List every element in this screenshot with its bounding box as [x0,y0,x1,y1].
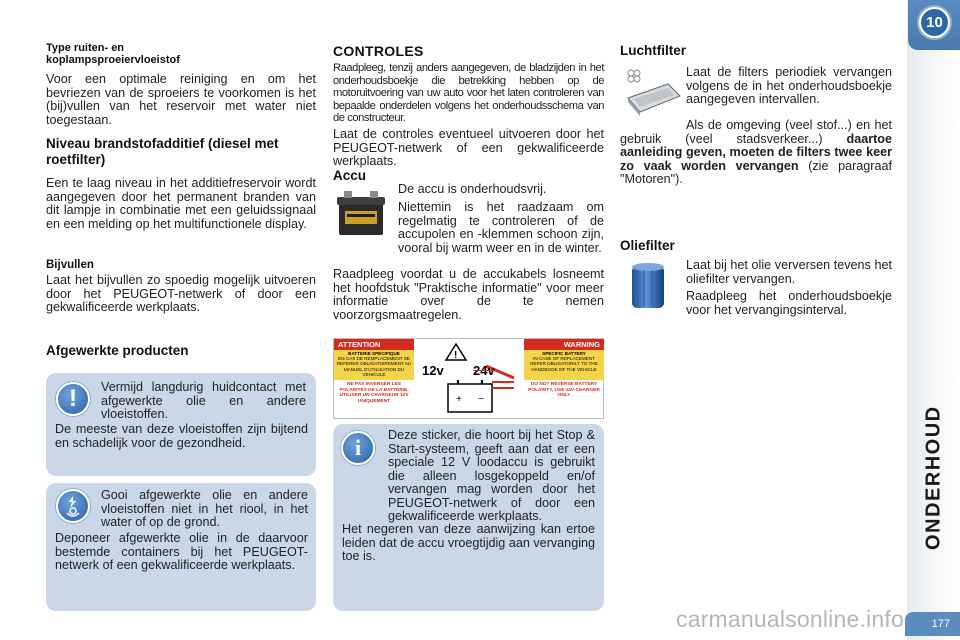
environment-lead: Gooi afgewerkte olie en andere vloeistoffen niet in het riool, in het water of op de grond. [101,488,308,529]
sticker-attention: ATTENTION [334,339,414,350]
heading-oliefilter: Oliefilter [620,238,675,253]
text-accu-check-content: Niettemin is het raadzaam om regelmatig te controleren of de accupolen en -klemmen schoon zijn, vooral bij warm weer en in de winter. [398,200,604,255]
battery-warning-sticker [333,338,604,419]
svg-text:!: ! [454,350,458,361]
environment-box [46,483,316,611]
text-luchtfilter-1: Laat de filters periodiek vervangen volgens de in het onderhoudsboekje aangegeven intervallen. [686,65,892,106]
text-bijvullen: Laat het bijvullen zo spoedig mogelijk uitvoeren door het PEUGEOT-netwerk of door een gekwalificeerde werkplaats. [46,273,316,314]
environment-body: Deponeer afgewerkte olie in de daarvoor bestemde containers bij het PEUGEOT-netwerk of een gekwalificeerde werkplaats. [55,531,308,572]
sticker-fr-panel [334,350,414,380]
chapter-badge [908,0,960,50]
text-controles: Laat de controles eventueel uitvoeren door het PEUGEOT-netwerk of een gekwalificeerde werkplaats. [333,127,604,168]
text-oliefilter-1: Laat bij het olie verversen tevens het oliefilter vervangen. [686,258,892,286]
battery-icon [333,187,389,241]
text-washer-fluid: Voor een optimale reiniging en om het bevriezen van de sproeiers te voorkomen is het (bij)vullen van het reservoir met water niet toegestaan. [46,72,316,127]
warning-body: De meeste van deze vloeistoffen zijn bijtend en schadelijk voor de gezondheid. [55,422,308,450]
oil-filter-icon [628,260,668,312]
sticker-fr-title: BATTERIE SPECIFIQUE [348,351,400,356]
text-luchtfilter-2b: daartoe aanleiding geven, moeten de filters twee keer zo vaak worden vervangen [620,131,892,173]
text-fuel-additive: Een te laag niveau in het additiefreservoir wordt aangegeven door het permanent branden van dit lampje in combinatie met een geluidssignaal en een melding op het multifunctionele display. [46,176,316,231]
info-icon: i [341,431,375,465]
chapter-number: 10 [919,7,950,38]
heading-bijvullen: Bijvullen [46,259,94,271]
heading-accu: Accu [333,168,367,183]
sticker-fr-red: NE PAS INVERSER LES POLARITES DE LA BATTERIE, UTILISER UN CHARGEUR 12V UNIQUEMENT [339,382,409,404]
air-filter-icon [624,66,682,120]
sticker-en-title: SPECIFIC BATTERY [542,351,586,356]
warning-lead: Vermijd langdurig huidcontact met afgewerkte olie en andere vloeistoffen. [101,380,306,421]
text-accu-maintenance-free: De accu is onderhoudsvrij. [398,182,547,196]
warning-box [46,373,316,476]
svg-text:+: + [456,394,462,405]
exclamation-icon: ! [56,382,90,416]
info-box [333,424,604,611]
info-body: Het negeren van deze aanwijzing kan ertoe leiden dat de accu vroegtijdig aan vervanging toe is. [342,522,595,563]
sticker-en-red: DO NOT REVERSE BATTERY POLARITY, USE 12V CHARGER ONLY [528,382,600,399]
sticker-warning: WARNING [524,339,604,350]
text-controles-note: Raadpleeg, tenzij anders aangegeven, de bladzijden in het onderhoudsboekje die betrekking hebben op de motoruitvoering van uw auto voor het laten controleren van bepaalde onderdelen volgens het onderhoudsschema van de constructeur. [333,62,604,124]
text-accu-precautions: Raadpleeg voordat u de accukabels losneemt het hoofdstuk "Praktische informatie" voor meer informatie over de te nemen voorzorgsmaatregelen. [333,267,604,322]
text-oliefilter-2: Raadpleeg het onderhoudsboekje voor het vervangingsinterval. [686,289,892,317]
text-luchtfilter-2c: (zie paragraaf "Motoren"). [620,158,892,186]
watermark: carmanualsonline.info [676,606,904,632]
svg-text:−: − [478,394,484,405]
heading-luchtfilter: Luchtfilter [620,43,686,58]
sticker-fr-text: EN CAS DE REMPLACEMENT SE REFERER OBLIGATOIREMENT AU MANUEL D'UTILISATION DU VEHICULE [336,356,412,377]
text-accu-check [398,201,604,255]
page-number: 177 [905,612,960,636]
sticker-en-panel [524,350,604,380]
heading-fuel-additive: Niveau brandstofadditief (diesel met roetfilter) [46,136,279,167]
recycle-icon [56,489,90,523]
sticker-12v: 12v [422,363,444,378]
text-luchtfilter-2a: Als de omgeving (veel stof...) en het gebruik (veel stadsverkeer...) [620,118,892,146]
heading-controles: CONTROLES [333,43,424,59]
info-lead-content: Deze sticker, die hoort bij het Stop & Start-systeem, geeft aan dat er een speciale 12 V loodaccu is gebruikt die alleen losgekoppeld en/of vervangen mag worden door het PEUGEOT-netwerk of door een gekwalificeerde werkplaats. [388,428,595,523]
heading-used-products: Afgewerkte producten [46,343,189,358]
info-lead [388,428,595,523]
sticker-center-graphic [418,342,520,416]
text-luchtfilter-2 [620,119,892,187]
sticker-24v: 24v [473,363,495,378]
chapter-title: ONDERHOUD [922,405,945,550]
sticker-en-text: IN CASE OF REPLACEMENT REFER OBLIGATORILY TO THE HANDBOOK OF THE VEHICLE [530,356,598,372]
heading-washer-fluid: Type ruiten- en koplampsproeiervloeistof [46,42,180,66]
